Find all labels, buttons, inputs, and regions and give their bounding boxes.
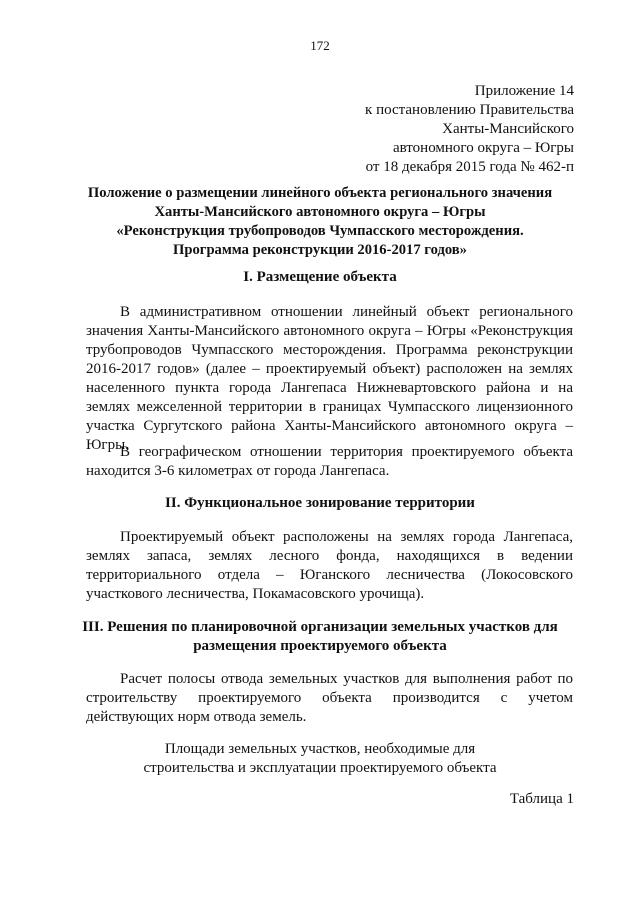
section-2-paragraph-1: Проектируемый объект расположены на землях города Лангепаса, землях запаса, землях лесного фонда, находящихся в ведении территориального отдела – Юганского лесничества (Локосовского участкового лесничества, Покамасовского урочища).: [86, 529, 573, 602]
table-caption: [66, 740, 574, 778]
table-label: Таблица 1: [509, 791, 574, 807]
appendix-line: Приложение 14: [474, 83, 574, 99]
page-number: 172: [310, 38, 330, 53]
title-line: Ханты-Мансийского автономного округа – Югры: [154, 204, 486, 220]
section-1-paragraph-2: В географическом отношении территория проектируемого объекта находится 3-6 километрах от города Лангепаса.: [86, 444, 573, 479]
title-line: Программа реконструкции 2016-2017 годов»: [173, 242, 467, 258]
section-1-heading: I. Размещение объекта: [243, 269, 397, 285]
appendix-line: к постановлению Правительства: [365, 102, 574, 118]
appendix-line: Ханты-Мансийского: [442, 121, 574, 137]
title-line: Положение о размещении линейного объекта регионального значения: [87, 185, 553, 201]
caption-line: Площади земельных участков, необходимые для: [164, 741, 476, 757]
appendix-line: автономного округа – Югры: [392, 140, 574, 156]
section-3-heading: [66, 618, 574, 656]
document-title: [66, 184, 574, 260]
appendix-block: [365, 82, 574, 177]
section-1-paragraph-1: В административном отношении линейный объект регионального значения Ханты-Мансийского автономного округа – Югры «Реконструкция трубопроводов Чумпасского месторождения. Программа реконструкции 2016-2017 годов» (далее – проектируемый объект) расположен на землях населенного пункта города Лангепаса Нижневартовского района и на землях межселенной территории в границах Чумпасского лицензионного участка Сургутского района Ханты-Мансийского автономного округа – Югры.: [86, 304, 573, 453]
caption-line: строительства и эксплуатации проектируемого объекта: [143, 760, 497, 776]
section-2-heading: II. Функциональное зонирование территории: [165, 495, 475, 511]
appendix-line: от 18 декабря 2015 года № 462-п: [365, 159, 574, 175]
heading-line: размещения проектируемого объекта: [193, 638, 447, 654]
section-3-paragraph-1: Расчет полосы отвода земельных участков для выполнения работ по строительству проектируемого объекта производится с учетом действующих норм отвода земель.: [86, 671, 573, 725]
heading-line: III. Решения по планировочной организации земельных участков для: [82, 619, 558, 635]
title-line: «Реконструкция трубопроводов Чумпасского месторождения.: [116, 223, 524, 239]
